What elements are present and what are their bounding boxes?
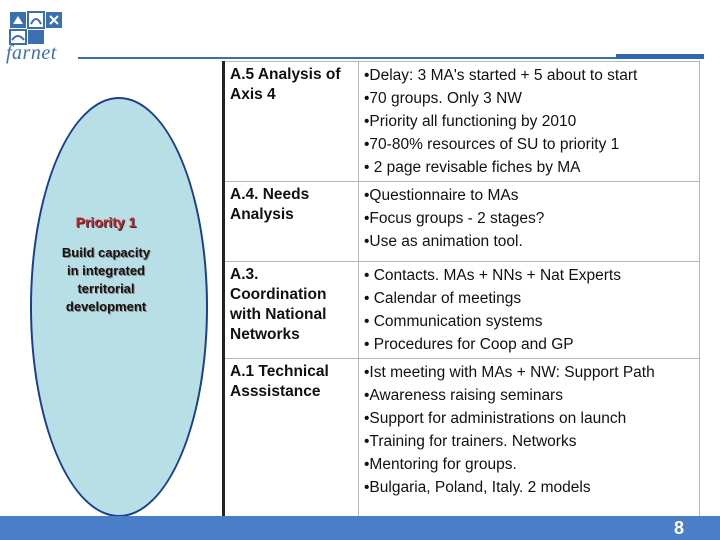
list-item: •Delay: 3 MA's started + 5 about to start — [364, 67, 638, 84]
page-number: 8 — [673, 518, 684, 538]
list-item: •Focus groups - 2 stages? — [364, 210, 545, 227]
row-heading: A.4. Needs Analysis — [224, 182, 359, 262]
row-items — [359, 182, 700, 262]
logo-text: farnet — [6, 42, 57, 64]
row-heading: A.5 Analysis of Axis 4 — [224, 62, 359, 182]
list-item: •Mentoring for groups. — [364, 456, 517, 473]
list-item: •Support for administrations on launch — [364, 410, 627, 427]
priority-line: in integrated — [66, 263, 145, 278]
row-heading: A.3. Coordination with National Networks — [224, 262, 359, 359]
actions-table — [222, 61, 700, 517]
list-item: • Contacts. MAs + NNs + Nat Experts — [364, 267, 621, 284]
list-item: •Ist meeting with MAs + NW: Support Path — [364, 364, 655, 381]
row-items — [359, 262, 700, 359]
header-rule — [78, 57, 698, 59]
list-item: • Procedures for Coop and GP — [364, 336, 574, 353]
list-item: •Training for trainers. Networks — [364, 433, 577, 450]
table-row — [224, 359, 700, 517]
list-item: • Calendar of meetings — [364, 290, 522, 307]
table-row — [224, 262, 700, 359]
row-items — [359, 359, 700, 517]
footer-bar — [0, 516, 720, 540]
list-item: •Bulgaria, Poland, Italy. 2 models — [364, 479, 591, 496]
list-item: •70-80% resources of SU to priority 1 — [364, 136, 620, 153]
list-item: •Use as animation tool. — [364, 233, 523, 250]
list-item: •Questionnaire to MAs — [364, 187, 519, 204]
priority-line: development — [65, 299, 147, 314]
row-heading: A.1 Technical Asssistance — [224, 359, 359, 517]
list-item: • 2 page revisable fiches by MA — [364, 159, 581, 176]
list-item: •70 groups. Only 3 NW — [364, 90, 522, 107]
header-rule-accent — [616, 54, 704, 59]
table-row — [224, 182, 700, 262]
priority-title: Priority 1 — [75, 214, 137, 230]
priority-line: Build capacity — [61, 245, 151, 260]
list-item: •Awareness raising seminars — [364, 387, 563, 404]
priority-line: territorial — [77, 281, 135, 296]
table-row — [224, 62, 700, 182]
priority-description — [30, 244, 182, 316]
row-items — [359, 62, 700, 182]
list-item: •Priority all functioning by 2010 — [364, 113, 577, 130]
list-item: • Communication systems — [364, 313, 543, 330]
